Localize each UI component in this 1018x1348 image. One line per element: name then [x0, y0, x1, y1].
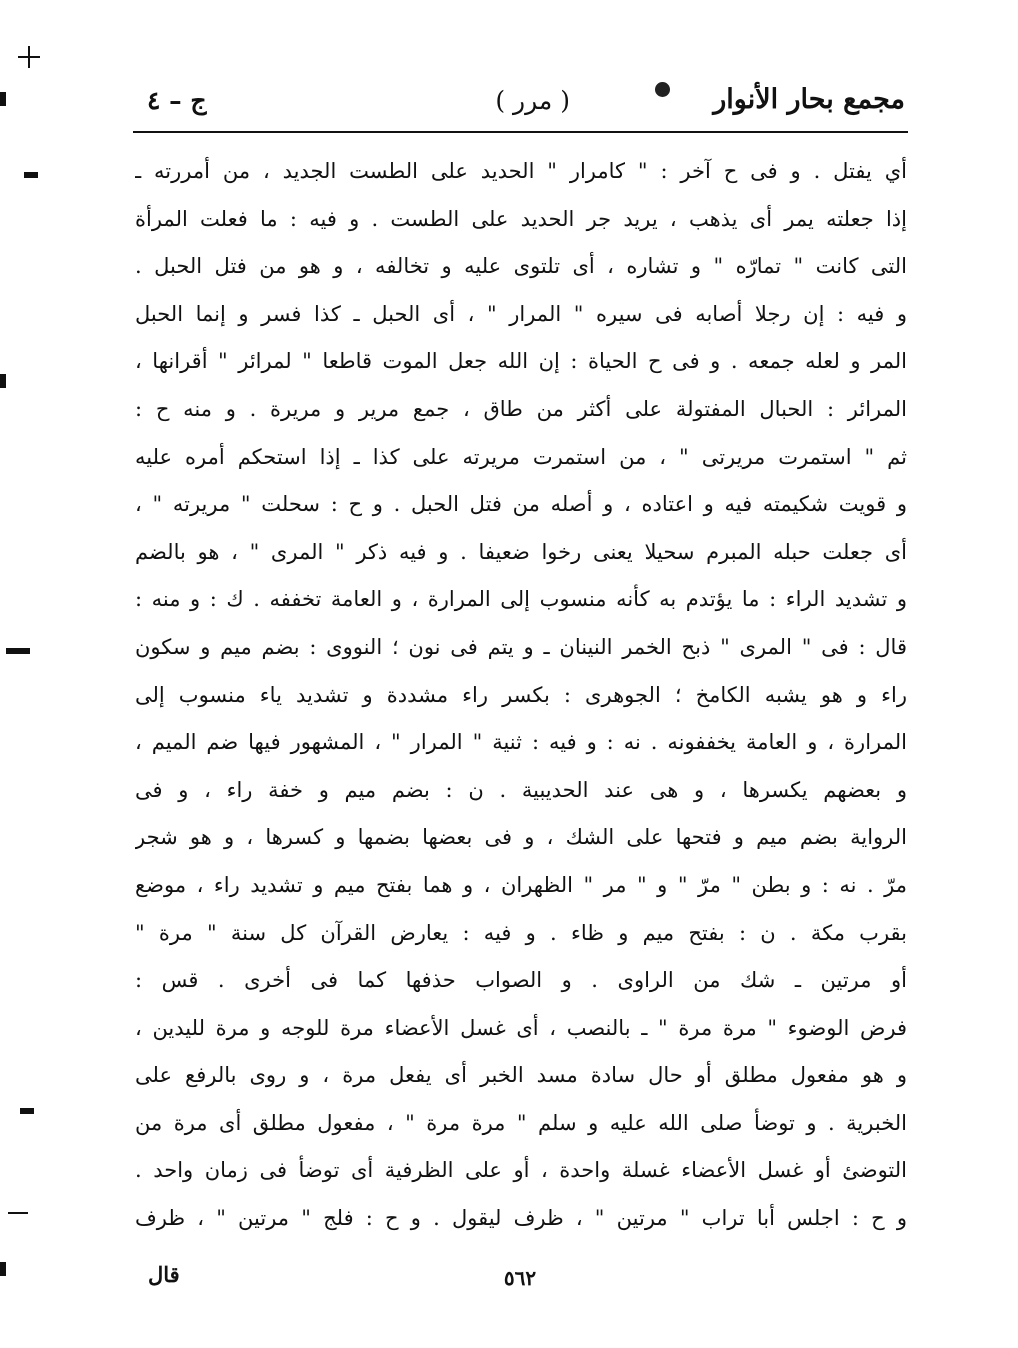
text-line: أي يفتل . و فى ح آخر : " كامرار " الحديد على الطست الجديد ، من أمررته ـ	[135, 159, 907, 183]
text-line: إذا جعلته يمر أى يذهب ، يريد جر الحديد على الطست . و فيه : ما فعلت المرأة	[135, 206, 907, 231]
margin-mark	[0, 374, 6, 388]
page-number: ٥٦٢	[503, 1266, 537, 1290]
text-line: ثم " استمرت مريرتى " ، من استمرت مريرته على كذا ـ إذا استحكم أمره عليه	[135, 444, 907, 469]
text-line: قال : فى " المرى " ذبح الخمر النينان ـ و يتم فى نون ؛ النووى : بضم ميم و سكون	[135, 634, 907, 659]
margin-mark	[0, 1262, 6, 1276]
text-line: فرض الوضوء " مرة مرة " ـ بالنصب ، أى غسل الأعضاء مرة للوجه و مرة لليدين ،	[135, 1015, 907, 1040]
body-text	[135, 148, 907, 1243]
text-line: و ح : اجلس أبا تراب " مرتين " ، ظرف ليقول . و ح : فلج " مرتين " ، ظرف	[135, 1206, 907, 1231]
volume-number: ج – ٤	[147, 86, 207, 115]
text-line: راء و هو يشبه الكامخ ؛ الجوهرى : بكسر راء مشددة و تشديد ياء منسوب إلى	[135, 682, 907, 707]
text-line: أى جعلت حبله المبرم سحيلا يعنى رخوا ضعيفا . و فيه ذكر " المرى " ، هو بالضم	[135, 539, 907, 564]
book-title: مجمع بحار الأنوار	[713, 84, 905, 115]
text-line: الرواية بضم ميم و فتحها على الشك ، و فى بعضها بضمها و كسرها ، و هو شجر	[135, 825, 907, 850]
text-line: المرارة ، و العامة يخففونه . نه : و فيه : ثنية " المرار " ، المشهور فيها ضم الميم ،	[135, 730, 907, 755]
text-line: الخبرية . و توضأ صلى الله عليه و سلم " مرة مرة " ، مفعول مطلق أى مرة من	[135, 1110, 907, 1135]
header-rule	[133, 131, 908, 133]
margin-mark	[8, 1212, 28, 1214]
margin-mark	[0, 92, 6, 106]
text-line: و بعضهم يكسرها ، و هى عند الحديبية . ن : بضم ميم و خفة راء ، و فى	[135, 777, 907, 802]
text-line: المرائر : الحبال المفتولة على أكثر من طاق ، جمع مرير و مريرة . و منه ح :	[135, 396, 907, 421]
text-line: أو مرتين ـ شك من الراوى . و الصواب حذفها كما فى أخرى . قس :	[135, 968, 907, 993]
margin-mark	[20, 1108, 34, 1114]
margin-mark	[6, 648, 30, 654]
running-header	[135, 84, 905, 124]
text-line: و تشديد الراء : ما يؤتدم به كأنه منسوب إلى المرارة ، و العامة تخففه . ك : و منه :	[135, 587, 907, 612]
text-line: التوضئ أو غسل الأعضاء غسلة واحدة ، أو على الظرفية أى توضأ فى زمان واحد .	[135, 1158, 907, 1183]
margin-mark	[28, 46, 30, 68]
text-line: بقرب مكة . ن : بفتح ميم و ظاء . و فيه : يعارض القرآن كل سنة " مرة "	[135, 920, 907, 945]
text-line: و قويت شكيمته فيه و اعتاده ، و أصله من فتل الحبل . و ح : سحلت " مريرته " ،	[135, 492, 907, 517]
ornament-dot	[655, 82, 670, 97]
margin-mark	[24, 172, 38, 178]
text-line: المر و لعله جمعه . و فى ح الحياة : إن الله جعل الموت قاطعا " لمرائر " أقرانها ،	[135, 349, 907, 374]
text-line: و هو مفعول مطلق أو حال سادة مسد الخبر أى يفعل مرة ، و روى بالرفع على	[135, 1063, 907, 1088]
text-line: التى كانت " تمارّه " و تشاره ، أى تلتوى عليه و تخالفه ، و هو من فتل الحبل .	[135, 254, 907, 279]
text-line: مرّ . نه : و بطن " مرّ " و " مر " الظهران ، و هما بفتح ميم و تشديد راء ، موضع	[135, 872, 907, 897]
catchword: قال	[148, 1262, 180, 1287]
text-line: و فيه : إن رجلا أصابه فى سيره " المرار " ، أى الحبل ـ كذا فسر و إنما الحبل	[135, 301, 907, 326]
root-heading: ( مرر )	[495, 86, 570, 115]
